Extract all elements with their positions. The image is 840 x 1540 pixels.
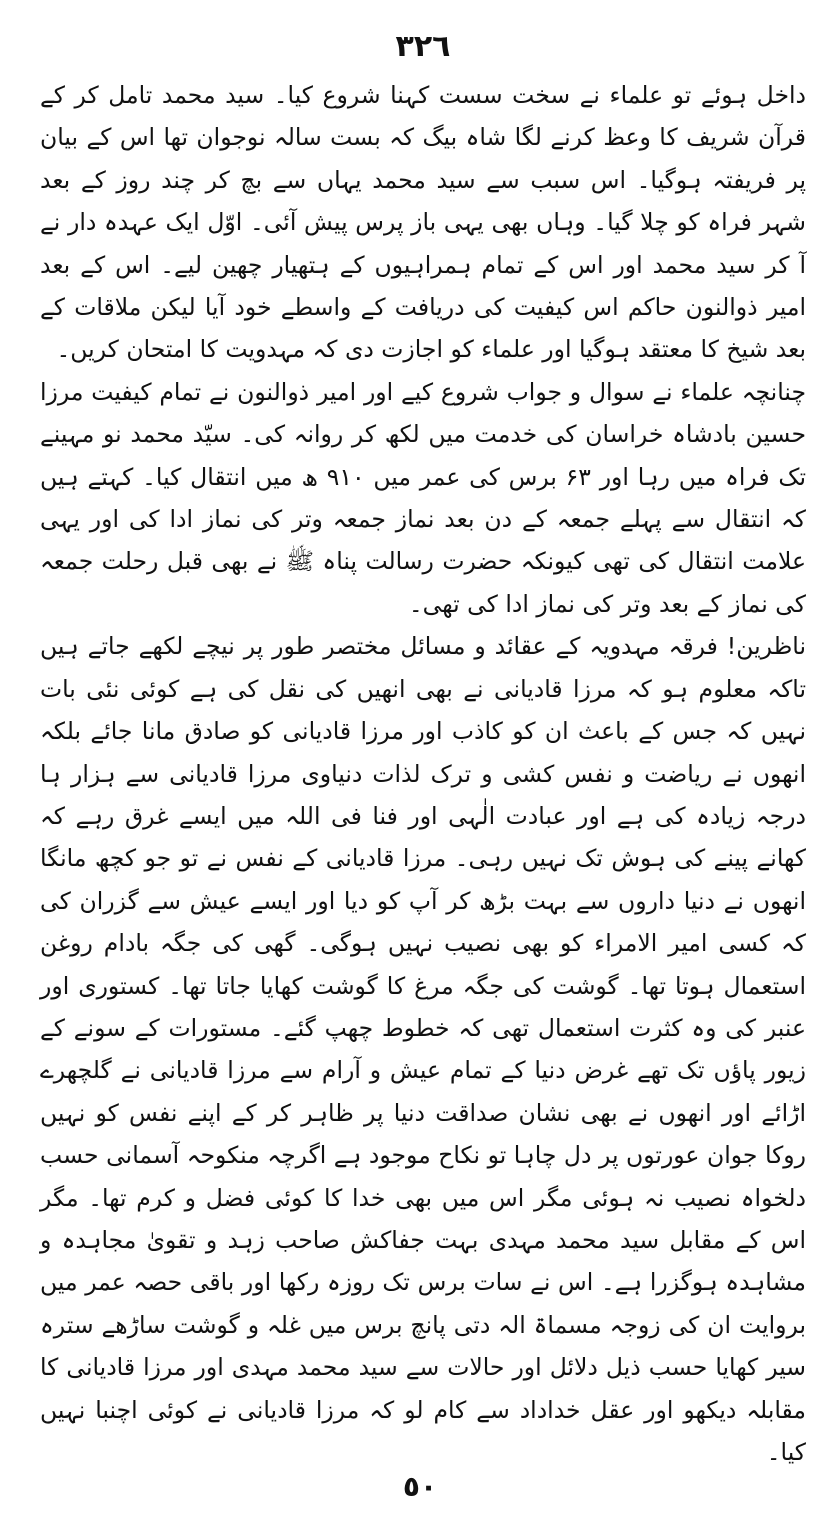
body-text bbox=[40, 74, 806, 1473]
paragraph-2: چنانچہ علماء نے سوال و جواب شروع کیے اور امیر ذوالنون نے تمام کیفیت مرزا حسین بادشاہ خراسان کی خدمت میں لکھ کر روانہ کی۔ سیّد محمد نو مہینے تک فراہ میں رہا اور ۶۳ برس کی عمر میں ۹۱۰ ھ میں انتقال کیا۔ کہتے ہیں کہ انتقال سے پہلے جمعہ کے دن بعد نماز جمعہ وتر کی نماز ادا کی اور یہی علامت انتقال کی تھی کیونکہ حضرت رسالت پناہ ﷺ نے بھی قبل رحلت جمعہ کی نماز کے بعد وتر کی نماز ادا کی تھی۔ bbox=[40, 377, 806, 618]
page-number-top: ٣٢٦ bbox=[395, 29, 451, 64]
paragraph-3: ناظرین! فرقہ مہدویہ کے عقائد و مسائل مختصر طور پر نیچے لکھے جاتے ہیں تاکہ معلوم ہو کہ مرزا قادیانی نے بھی انھیں کی نقل کی ہے کوئی نئی بات نہیں کہ جس کے باعث ان کو کاذب اور مرزا قادیانی کو صادق مانا جائے بلکہ انھوں نے ریاضت و نفس کشی و ترک لذات دنیاوی مرزا قادیانی سے ہزار ہا درجہ زیادہ کی ہے اور عبادت الٰہی اور فنا فی اللہ میں ایسے غرق رہے کہ کھانے پینے کی ہوش تک نہیں رہی۔ مرزا قادیانی کے نفس نے تو جو کچھ مانگا انھوں نے دنیا داروں سے بہت بڑھ کر آپ کو دیا اور ایسے عیش سے گزران کی کہ کسی امیر الامراء کو بھی نصیب نہیں ہوگی۔ گھی کی جگہ بادام روغن استعمال ہوتا تھا۔ گوشت کی جگہ مرغ کا گوشت کھایا جاتا تھا۔ کستوری اور عنبر کی وہ کثرت استعمال تھی کہ خطوط چھپ گئے۔ مستورات کے سونے کے زیور پاؤں تک تھے غرض دنیا کے تمام عیش و آرام سے مرزا قادیانی نے گلچھرے اڑائے اور انھوں نے بھی نشان صداقت دنیا پر ظاہر کر کے اپنے نفس کو نہیں روکا جوان عورتوں پر دل چاہا تو نکاح موجود ہے اگرچہ منکوحہ آسمانی حسب دلخواہ نصیب نہ ہوئی مگر اس میں بھی خدا کا کوئی فضل و کرم تھا۔ مگر اس کے مقابل سید محمد مہدی بہت جفاکش صاحب زہد و تقویٰ مجاہدہ و مشاہدہ ہوگزرا ہے۔ اس نے سات برس تک روزہ رکھا اور باقی حصہ عمر میں بروایت ان کی زوجہ مسماۃ الہ دتی پانچ برس میں غلہ و گوشت ساڑھے سترہ سیر کھایا حسب ذیل دلائل اور حالات سے سید محمد مہدی اور مرزا قادیانی کا مقابلہ دیکھو اور عقل خداداد سے کام لو کہ مرزا قادیانی نے کوئی اچنبا نہیں کیا۔ bbox=[40, 632, 806, 1466]
paragraph-1: داخل ہوئے تو علماء نے سخت سست کہنا شروع کیا۔ سید محمد تامل کر کے قرآن شریف کا وعظ کرنے لگا شاہ بیگ کہ بست سالہ نوجوان تھا اس کے بیان پر فریفتہ ہوگیا۔ اس سبب سے سید محمد یہاں سے بچ کر چند روز کے بعد شہر فراہ کو چلا گیا۔ وہاں بھی یہی باز پرس پیش آئی۔ اوّل ایک عہدہ دار نے آ کر سید محمد اور اس کے تمام ہمراہیوں کے ہتھیار چھین لیے۔ اس کے بعد امیر ذوالنون حاکم اس کیفیت کی دریافت کے واسطے خود آیا لیکن ملاقات کے بعد شیخ کا معتقد ہوگیا اور علماء کو اجازت دی کہ مہدویت کا امتحان کریں۔ bbox=[40, 81, 806, 364]
page-number-bottom: ٥٠ bbox=[402, 1470, 438, 1503]
